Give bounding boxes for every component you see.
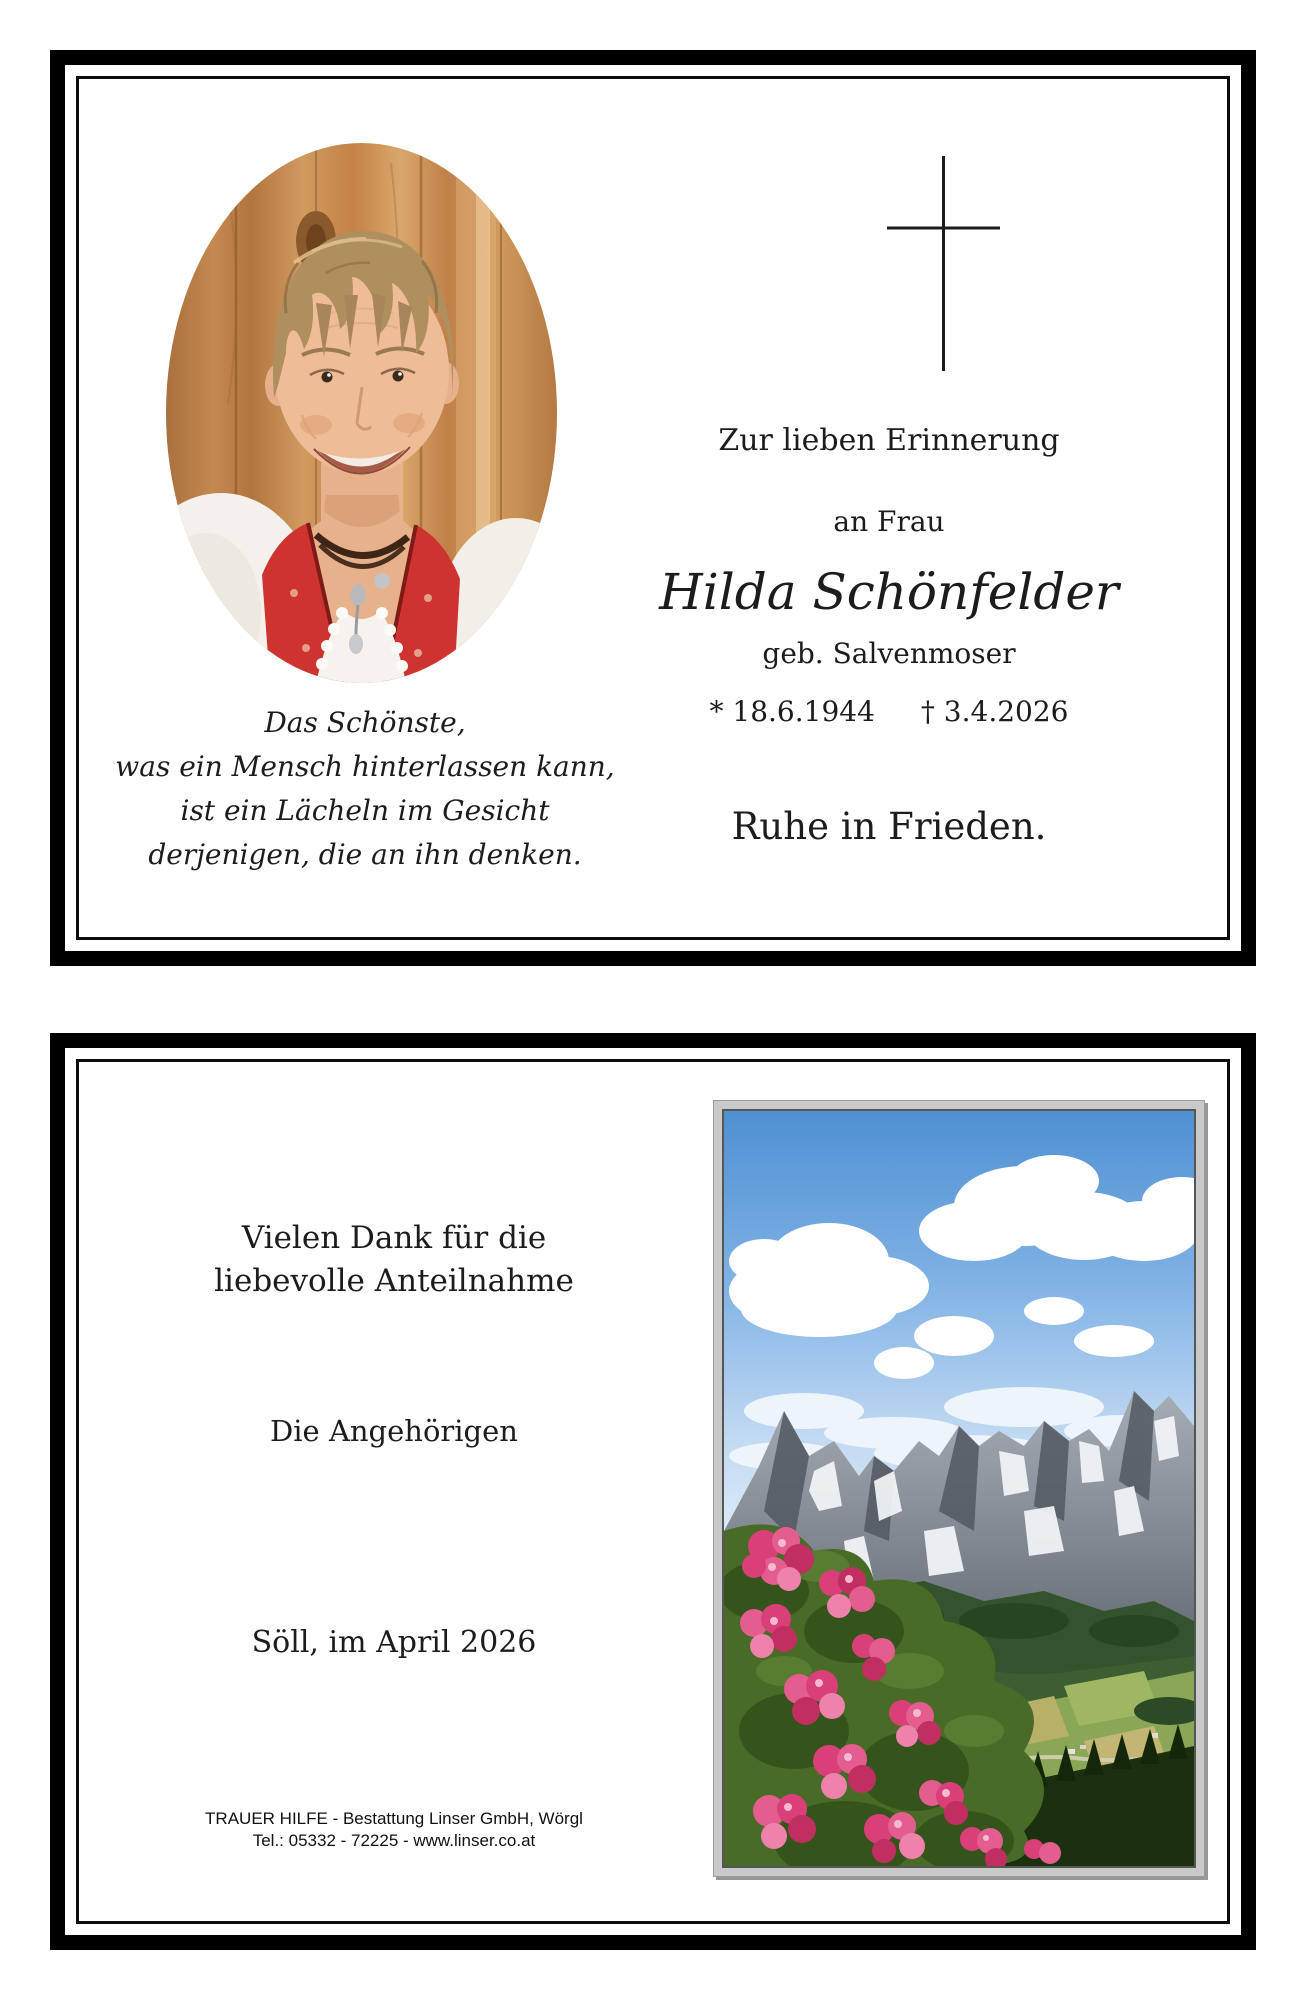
funeral-home-line-2: Tel.: 05332 - 72225 - www.linser.co.at xyxy=(252,1831,536,1850)
memorial-card xyxy=(50,50,1256,966)
family-signature: Die Angehörigen xyxy=(270,1414,518,1448)
maiden-name: geb. Salvenmoser xyxy=(762,637,1016,670)
portrait-photo xyxy=(166,143,557,683)
birth-date: * 18.6.1944 xyxy=(709,695,875,728)
landscape-photo-frame xyxy=(713,1100,1205,1877)
funeral-home-info xyxy=(79,1808,709,1852)
thanks-message xyxy=(79,1217,709,1303)
landscape-photo xyxy=(722,1109,1196,1868)
quote-line: Das Schönste, xyxy=(264,706,466,739)
deceased-name: Hilda Schönfelder xyxy=(659,563,1119,621)
funeral-home-line-1: TRAUER HILFE - Bestattung Linser GmbH, Wörgl xyxy=(205,1809,583,1828)
memorial-card-inner-frame xyxy=(76,76,1230,940)
quote-line: was ein Mensch hinterlassen kann, xyxy=(115,750,615,783)
landscape-photo-image xyxy=(724,1111,1194,1866)
place-and-date: Söll, im April 2026 xyxy=(251,1625,537,1660)
intro-line-1: Zur lieben Erinnerung xyxy=(718,423,1060,458)
quote-line: derjenigen, die an ihn denken. xyxy=(148,838,582,871)
closing-phrase: Ruhe in Frieden. xyxy=(731,805,1047,848)
thanks-card xyxy=(50,1033,1256,1950)
portrait-photo-image xyxy=(166,143,557,683)
intro-line-2: an Frau xyxy=(833,505,945,538)
quote-line: ist ein Lächeln im Gesicht xyxy=(180,794,550,827)
death-date: † 3.4.2026 xyxy=(920,695,1069,728)
thanks-card-inner-frame xyxy=(76,1059,1230,1924)
memorial-text-column xyxy=(559,79,1219,937)
life-dates xyxy=(559,695,1219,728)
thanks-line-2: liebevolle Anteilnahme xyxy=(214,1263,574,1299)
thanks-line-1: Vielen Dank für die xyxy=(241,1220,547,1256)
thanks-text-column xyxy=(79,1062,709,1921)
